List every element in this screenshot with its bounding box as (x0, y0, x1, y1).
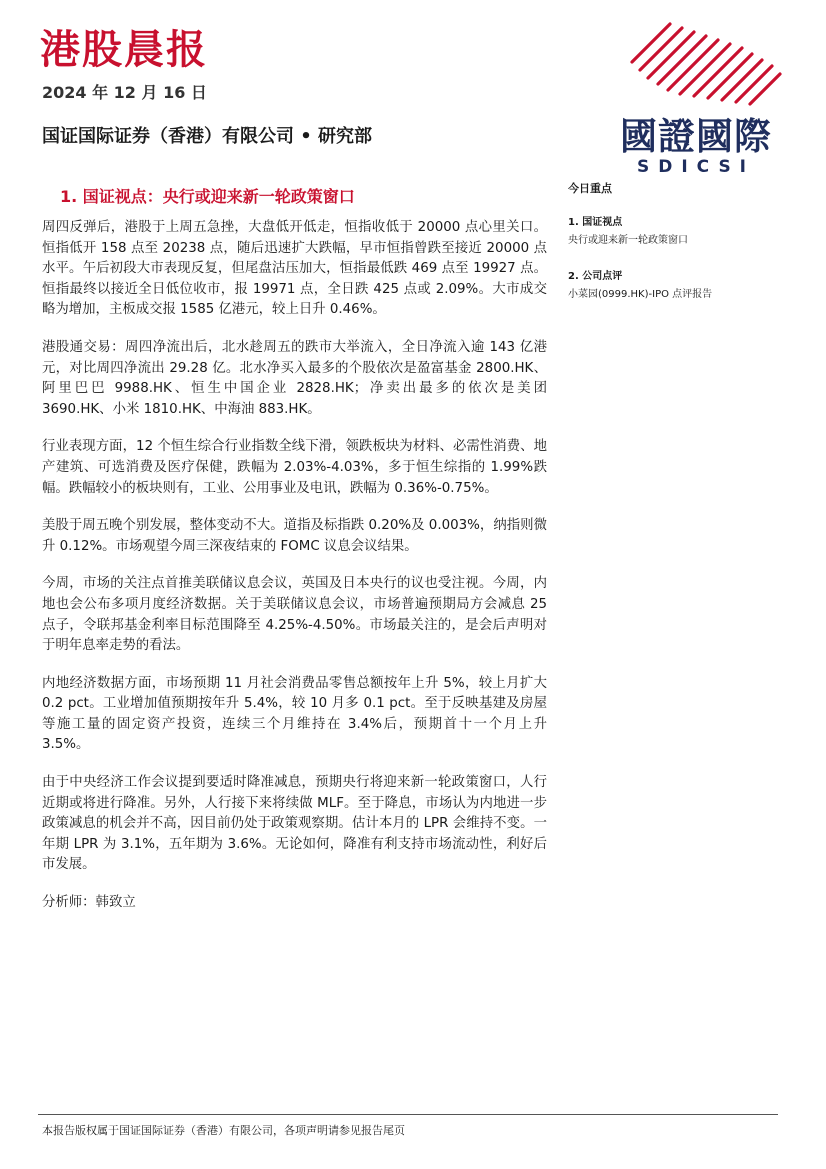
sidebar (568, 180, 788, 324)
company-name: 国证国际证券（香港）有限公司 • 研究部 (42, 126, 373, 147)
report-title: 港股晨报 (40, 26, 208, 73)
paragraph-southbound: 港股通交易：周四净流出后，北水趁周五的跌市大举流入，全日净流入逾 143 亿港元，对比周四净流出 29.28 亿。北水净买入最多的个股依次是盈富基金 2800.HK、阿里巴巴 9988.HK、恒生中国企业 2828.HK；净卖出最多的依次是美团 3690.HK、小米 1810.HK、中海油 883.HK。 (42, 339, 547, 417)
sidebar-item-desc: 央行或迎来新一轮政策窗口 (568, 235, 688, 246)
logo-chinese-text: 國證國際 (620, 114, 772, 158)
paragraph-china-data: 内地经济数据方面，市场预期 11 月社会消费品零售总额按年上升 5%，较上月扩大 0.2 pct。工业增加值预期按年升 5.4%，较 10 月多 0.1 pct。至于反映基建及房屋等施工量的固定资产投资，连续三个月维持在 3.4%后，预期首十一个月上升 3.5%。 (42, 675, 547, 753)
paragraph-us-stocks: 美股于周五晚个别发展，整体变动不大。道指及标指跌 0.20%及 0.003%，纳指则微升 0.12%。市场观望今周三深夜结束的 FOMC 议息会议结果。 (42, 518, 547, 554)
analyst-name: 分析师：韩致立 (42, 895, 136, 911)
footer-divider (38, 1114, 778, 1115)
paragraph-sectors: 行业表现方面，12 个恒生综合行业指数全线下滑，领跌板块为材料、必需性消费、地产建筑、可选消费及医疗保健，跌幅为 2.03%-4.03%，多于恒生综指的 1.99%跌幅。跌幅较小的板块则有，工业、公用事业及电讯，跌幅为 0.36%-0.75%。 (42, 439, 547, 496)
paragraph-this-week: 今周，市场的关注点首推美联储议息会议，英国及日本央行的议也受注视。今周，内地也会公布多项月度经济数据。关于美联储议息会议，市场普遍预期局方会减息 25 点子，令联邦基金利率目标范围降至 4.25%-4.50%。市场最关注的，是会后声明对于明年息率走势的看法。 (42, 576, 547, 654)
sidebar-item-title: 2. 公司点评 (568, 271, 623, 282)
sidebar-title: 今日重点 (568, 182, 612, 195)
sidebar-item-desc: 小菜园(0999.HK)-IPO 点评报告 (568, 289, 713, 300)
logo-english-text: SDICSI (636, 157, 756, 177)
logo-stripes-icon (600, 14, 790, 114)
report-date: 2024 年 12 月 16 日 (42, 83, 207, 102)
company-logo (600, 14, 790, 177)
section-heading: 1. 国证视点：央行或迎来新一轮政策窗口 (60, 187, 355, 206)
main-content (42, 218, 547, 931)
paragraph-policy: 由于中央经济工作会议提到要适时降准减息，预期央行将迎来新一轮政策窗口，人行近期或将进行降准。另外，人行接下来将续做 MLF。至于降息，市场认为内地进一步政策减息的机会并不高，因目前仍处于政策观察期。估计本月的 LPR 会维持不变。一年期 LPR 为 3.1%，五年期为 3.6%。无论如何，降准有利支持市场流动性，利好后市发展。 (42, 775, 547, 873)
footer-disclaimer: 本报告版权属于国证国际证券（香港）有限公司，各项声明请参见报告尾页 (42, 1124, 405, 1137)
paragraph-market-summary: 周四反弹后，港股于上周五急挫，大盘低开低走，恒指收低于 20000 点心里关口。恒指低开 158 点至 20238 点，随后迅速扩大跌幅，早市恒指曾跌至接近 20000 点水平。午后初段大市表现反复，但尾盘沽压加大，恒指最低跌 469 点至 19927 点。恒指最终以接近全日低位收市，报 19971 点，全日跌 425 点或 2.09%。大市成交略为增加，主板成交报 1585 亿港元，较上日升 0.46%。 (42, 220, 547, 318)
sidebar-item-title: 1. 国证视点 (568, 217, 623, 228)
